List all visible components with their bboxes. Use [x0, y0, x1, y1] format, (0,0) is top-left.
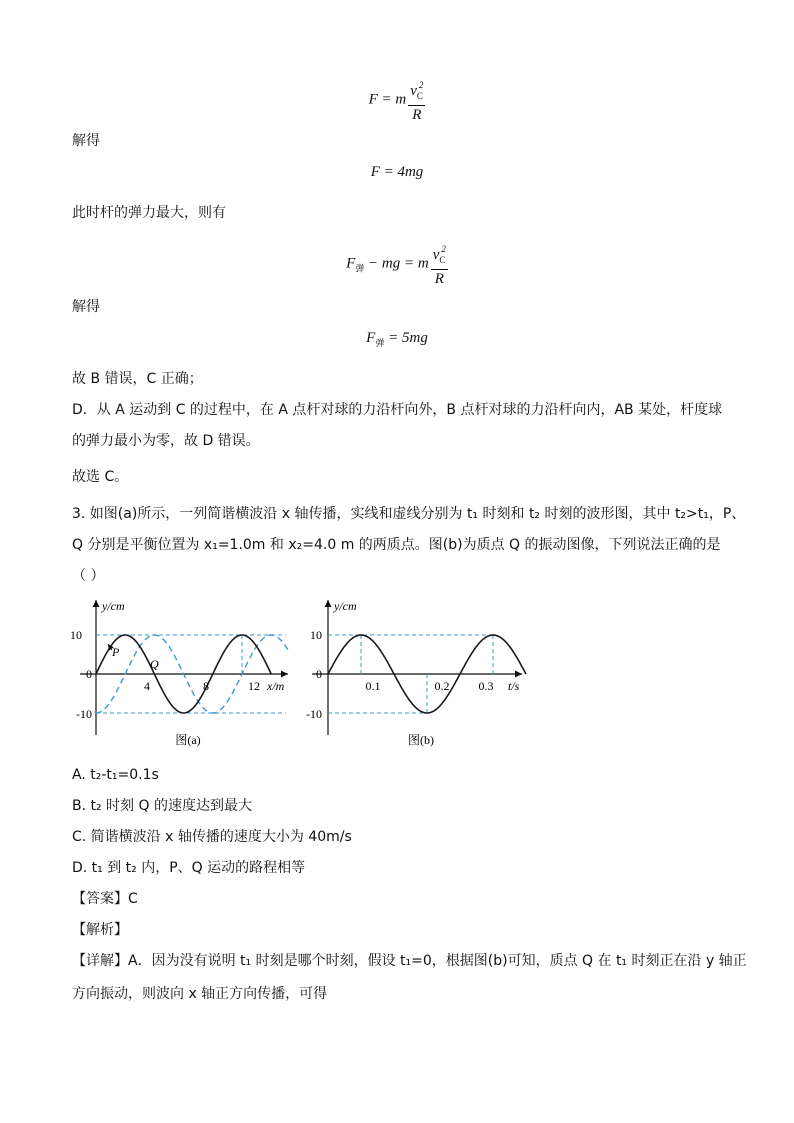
formula-rhs: = 5mg	[384, 330, 428, 346]
formula-lhs: F	[346, 255, 356, 272]
option-d: D. t₁ 到 t₂ 内，P、Q 运动的路程相等	[72, 860, 306, 876]
detail-line2: 方向振动，则波向 x 轴正方向传播，可得	[72, 986, 328, 1002]
t-tick-0.2: 0.2	[434, 679, 450, 693]
question-3-line3: （ ）	[72, 568, 105, 584]
x-tick-4: 4	[144, 679, 150, 693]
option-c: C. 简谐横波沿 x 轴传播的速度大小为 40m/s	[72, 829, 352, 845]
text-jiede-2: 解得	[72, 299, 100, 315]
subscript: C	[416, 91, 423, 101]
subscript: C	[439, 255, 446, 265]
option-b: B. t₂ 时刻 Q 的速度达到最大	[72, 798, 252, 814]
formula-lhs: F	[366, 330, 376, 346]
point-p-label: P	[112, 645, 120, 659]
y-tick-10: 10	[310, 628, 322, 642]
formula-lhs: F = m	[368, 91, 407, 108]
subscript: 弹	[375, 338, 385, 348]
y-tick-10: 10	[70, 628, 82, 642]
x-axis-label: x/m	[267, 679, 285, 693]
text-jiede-1: 解得	[72, 133, 100, 149]
text-option-d-line1: D．从 A 运动到 C 的过程中，在 A 点杆对球的力沿杆向外，B 点杆对球的力沿杆向内，AB 某处，杆度球	[72, 402, 723, 418]
formula-middle: − mg = m	[364, 255, 429, 272]
denominator: R	[434, 271, 444, 287]
question-3-line2: Q 分别是平衡位置为 x₁=1.0m 和 x₂=4.0 m 的两质点。图(b)为质点 Q 的振动图像，下列说法正确的是	[72, 537, 721, 553]
x-tick-12: 12	[248, 679, 260, 693]
y-tick-0: 0	[86, 667, 92, 681]
text-cishi: 此时杆的弹力最大，则有	[72, 205, 226, 221]
detail-line1: 【详解】A．因为没有说明 t₁ 时刻是哪个时刻，假设 t₁=0，根据图(b)可知，质点 Q 在 t₁ 时刻正在沿 y 轴正	[72, 953, 747, 969]
denominator: R	[412, 107, 422, 123]
subscript: 弹	[355, 263, 365, 274]
answer-line	[72, 889, 138, 909]
formula-f-equals-5mg	[0, 330, 794, 349]
figure-b-vibration-graph	[290, 590, 540, 755]
text-option-d-line2: 的弹力最小为零，故 D 错误。	[72, 433, 260, 449]
y-axis-label: y/cm	[334, 599, 357, 613]
answer-value: C	[128, 891, 138, 907]
formula-elastic-force	[0, 240, 794, 288]
figure-a-caption: 图(a)	[175, 733, 201, 747]
text-conclusion-b: 故 B 错误，C 正确；	[72, 371, 203, 387]
figure-a-wave-graph	[60, 590, 300, 755]
formula-f-equals-4mg: F = 4mg	[370, 164, 424, 180]
fraction	[431, 240, 448, 288]
text-answer-choice: 故选 C。	[72, 469, 129, 485]
fraction	[408, 76, 425, 124]
y-tick-0: 0	[316, 667, 322, 681]
analysis-tag: 【解析】	[72, 922, 128, 938]
t-tick-0.1: 0.1	[365, 679, 381, 693]
numerator: v	[432, 247, 440, 263]
t-tick-0.3: 0.3	[478, 679, 494, 693]
figure-b-caption: 图(b)	[408, 733, 434, 747]
question-3-line1: 3. 如图(a)所示，一列简谐横波沿 x 轴传播，实线和虚线分别为 t₁ 时刻和 t₂ 时刻的波形图，其中 t₂>t₁，P、	[72, 506, 746, 522]
y-axis-label: y/cm	[102, 599, 125, 613]
superscript: 2	[418, 80, 424, 90]
formula-centripetal-force	[0, 76, 794, 124]
point-q-label: Q	[150, 657, 159, 671]
t-axis-label: t/s	[508, 679, 520, 693]
option-a: A. t₂-t₁=0.1s	[72, 767, 159, 783]
y-tick-neg10: -10	[306, 707, 322, 721]
numerator: v	[410, 83, 417, 99]
y-tick-neg10: -10	[76, 707, 92, 721]
x-tick-8: 8	[203, 679, 209, 693]
superscript: 2	[441, 244, 446, 254]
answer-tag: 【答案】	[72, 891, 128, 907]
